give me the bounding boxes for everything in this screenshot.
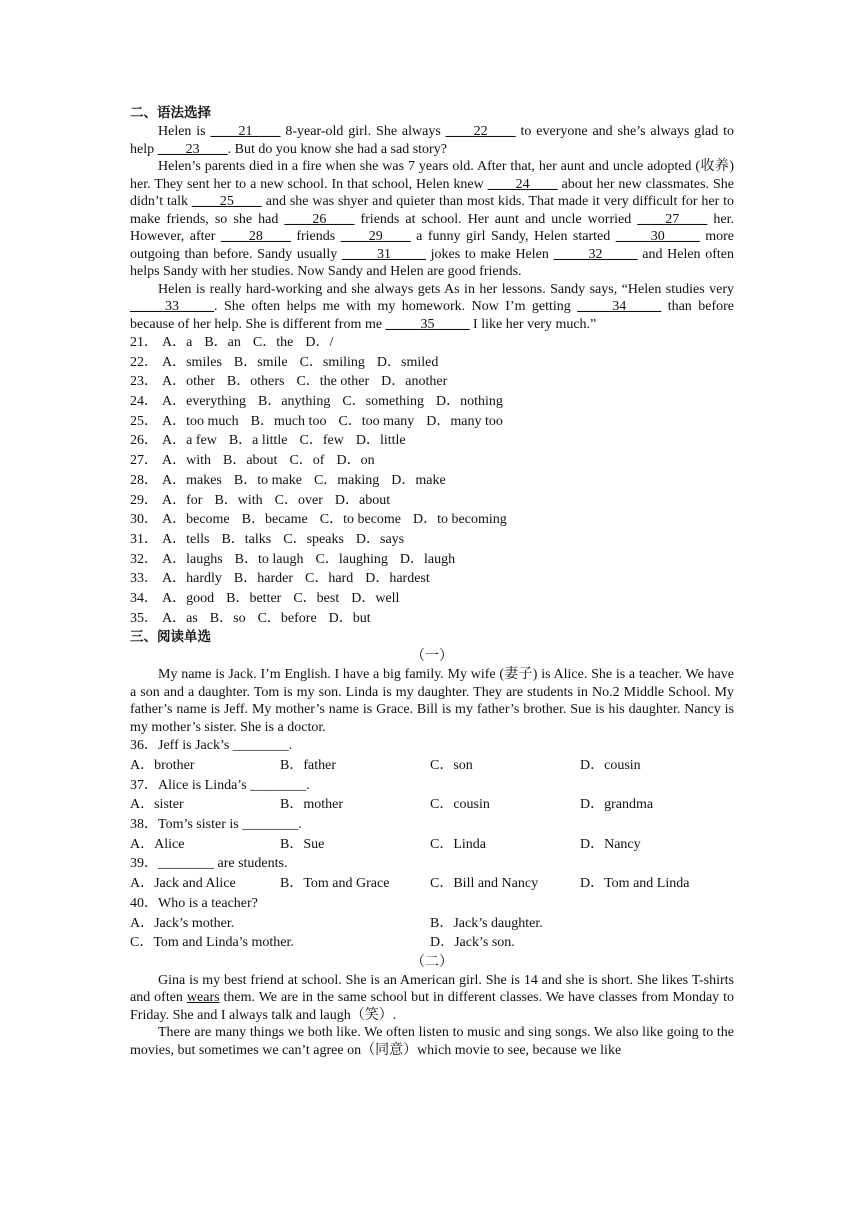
passage-text: about her new classmates. She didn’t talk: [130, 176, 734, 209]
passage-text: jokes to make Helen: [425, 246, 554, 262]
option-b[interactable]: B．harder: [233, 571, 293, 587]
option-c[interactable]: C．Tom and Linda’s mother.: [130, 935, 294, 951]
option-a[interactable]: A．Jack’s mother.: [130, 915, 235, 931]
grammar-question-row: [130, 530, 734, 550]
answer-blank[interactable]: _____35_____: [385, 316, 470, 332]
passage-text: . She often helps me with my homework. Now I’m getting: [214, 299, 578, 314]
option-d[interactable]: D．to becoming: [413, 512, 507, 528]
grammar-question-row: [130, 353, 734, 373]
option-c[interactable]: C．smiling: [299, 354, 365, 370]
option-a[interactable]: A．too much: [162, 413, 239, 429]
option-b[interactable]: B．anything: [257, 394, 331, 410]
answer-blank[interactable]: _____32_____: [553, 246, 638, 262]
answer-blank[interactable]: _____30_____: [615, 229, 700, 244]
option-a[interactable]: A．become: [162, 512, 230, 528]
option-b[interactable]: B．became: [241, 512, 308, 528]
answer-blank[interactable]: _____31_____: [341, 246, 426, 262]
answer-blank[interactable]: ____25____: [191, 194, 262, 209]
option-b[interactable]: B．Tom and Grace: [280, 876, 390, 892]
grammar-paragraph: [130, 158, 734, 281]
question-40-options-row2: [130, 933, 734, 953]
answer-blank[interactable]: _____34_____: [577, 299, 662, 314]
option-b[interactable]: B．talks: [221, 531, 272, 547]
option-b[interactable]: B．an: [204, 335, 241, 350]
question-40-stem: 40．Who is a teacher?: [130, 895, 258, 911]
answer-blank[interactable]: _____33_____: [130, 299, 214, 314]
option-c[interactable]: C．cousin: [430, 797, 490, 813]
option-d[interactable]: D．hardest: [365, 571, 430, 587]
question-number: 33．: [130, 571, 158, 587]
part2-paragraph-1: [130, 972, 734, 1025]
question-40-options-row1: [130, 914, 734, 934]
grammar-question-row: [130, 333, 734, 353]
option-d[interactable]: D．Tom and Linda: [580, 876, 690, 892]
passage-text: friends: [290, 229, 341, 244]
underlined-word: wears: [186, 990, 220, 1006]
option-d[interactable]: D．says: [355, 531, 405, 547]
option-c[interactable]: C．the other: [296, 374, 370, 390]
option-c[interactable]: C．son: [430, 758, 473, 773]
option-b[interactable]: B．with: [214, 492, 263, 508]
question-38-stem: 38．Tom’s sister is ________.: [130, 817, 302, 833]
option-a[interactable]: A．tells: [162, 531, 210, 547]
part2-text: Gina is my best friend at school. She is an American girl. She is 14 and she is short. She likes T-shirts and often: [130, 972, 734, 1006]
passage-text: Helen’s parents died in a fire when she was 7 years old. After that, her aunt and uncle adopted (收养) her. They sent her to a new school. In that school, Helen knew: [130, 159, 734, 192]
option-b[interactable]: B．much too: [250, 413, 327, 429]
option-a[interactable]: A．good: [162, 590, 215, 606]
option-d[interactable]: D．Jack’s son.: [430, 935, 515, 951]
question-37-options: [130, 795, 734, 815]
option-c[interactable]: C．something: [342, 394, 424, 410]
option-a[interactable]: A．a few: [162, 433, 217, 449]
part1-passage: My name is Jack. I’m English. I have a big family. My wife (妻子) is Alice. She is a teacher. We have a son and a daughter. Tom is my son. Linda is my daughter. They are students in No.2 Middle School. My father’s name is Jeff. My mother’s name is Grace. Bill is my father’s brother. Sue is his daughter. Nancy is my mother’s sister. She is a doctor.: [130, 667, 734, 735]
option-d[interactable]: D．many too: [426, 413, 503, 429]
question-36-stem: 36．Jeff is Jack’s ________.: [130, 738, 293, 754]
option-d[interactable]: D．another: [381, 374, 448, 390]
passage-text: her. However, after: [130, 211, 734, 244]
option-d[interactable]: D．/: [305, 335, 334, 350]
grammar-passage: [130, 123, 734, 333]
option-c[interactable]: C．of: [289, 453, 325, 469]
option-d[interactable]: D．laugh: [399, 551, 456, 567]
grammar-question-row: [130, 392, 734, 412]
option-a[interactable]: A．sister: [130, 797, 184, 813]
option-a[interactable]: A．smiles: [162, 354, 222, 370]
option-c[interactable]: C．hard: [304, 571, 354, 587]
option-a[interactable]: A．brother: [130, 758, 195, 773]
option-c[interactable]: C．to become: [319, 512, 402, 528]
option-b[interactable]: B．father: [280, 758, 336, 773]
part2-paragraph-2: There are many things we both like. We often listen to music and sing songs. We also like going to the movies, but sometimes we can’t agree on（同意）which movie to see, because we like: [130, 1025, 734, 1058]
grammar-section-title: 二、语法选择: [130, 105, 211, 121]
answer-blank[interactable]: ____29____: [340, 229, 411, 244]
grammar-question-row: [130, 491, 734, 511]
question-number: 26．: [130, 433, 158, 449]
option-c[interactable]: C．laughing: [315, 551, 388, 567]
option-c[interactable]: C．best: [293, 590, 340, 606]
reading-section-title: 三、阅读单选: [130, 629, 211, 646]
answer-blank[interactable]: ____27____: [637, 211, 708, 227]
option-c[interactable]: C．before: [257, 610, 317, 626]
question-number: 29．: [130, 492, 158, 508]
grammar-question-row: [130, 372, 734, 392]
passage-text: . But do you know she had a sad story?: [227, 141, 447, 157]
question-37-stem: 37．Alice is Linda’s ________.: [130, 777, 310, 793]
question-39-options: [130, 874, 734, 894]
option-a[interactable]: A．with: [162, 453, 211, 469]
answer-blank[interactable]: ____26____: [284, 211, 355, 227]
option-a[interactable]: A．hardly: [162, 571, 222, 587]
question-number: 25．: [130, 413, 158, 429]
question-number: 31．: [130, 531, 158, 547]
grammar-question-row: [130, 431, 734, 451]
option-a[interactable]: A．laughs: [162, 551, 223, 567]
answer-blank[interactable]: ____28____: [220, 229, 291, 244]
option-d[interactable]: D．little: [355, 433, 406, 449]
option-d[interactable]: D．but: [328, 610, 371, 626]
grammar-question-row: [130, 609, 734, 629]
passage-text: to everyone and she’s always glad to help: [130, 124, 735, 157]
question-38-options: [130, 835, 734, 855]
option-b[interactable]: B．a little: [228, 433, 288, 449]
passage-text: Helen is really hard-working and she always gets As in her lessons. Sandy says, “Helen studies very: [158, 281, 734, 297]
question-number: 22．: [130, 354, 158, 370]
option-d[interactable]: D．on: [336, 453, 375, 469]
question-number: 35．: [130, 610, 158, 626]
option-b[interactable]: B．to laugh: [234, 551, 304, 567]
option-a[interactable]: A．Jack and Alice: [130, 876, 236, 892]
grammar-question-row: [130, 550, 734, 570]
answer-blank[interactable]: ____23____: [157, 141, 228, 157]
option-c[interactable]: C．few: [299, 433, 344, 449]
option-d[interactable]: D．Nancy: [580, 836, 641, 852]
option-d[interactable]: D．grandma: [580, 797, 654, 813]
question-number: 21．: [130, 335, 158, 350]
option-a[interactable]: A．as: [162, 610, 198, 626]
passage-text: friends at school. Her aunt and uncle worried: [354, 211, 638, 227]
option-a[interactable]: A．other: [162, 374, 215, 390]
option-a[interactable]: A．makes: [162, 472, 222, 488]
question-number: 24．: [130, 394, 158, 410]
option-b[interactable]: B．Sue: [280, 836, 325, 852]
passage-text: 8-year-old girl. She always: [280, 124, 446, 139]
passage-text: a funny girl Sandy, Helen started: [410, 229, 616, 244]
passage-text: more outgoing than before. Sandy usually: [130, 229, 734, 262]
question-number: 32．: [130, 551, 158, 567]
option-c[interactable]: C．speaks: [283, 531, 344, 547]
option-a[interactable]: A．for: [162, 492, 203, 508]
option-c[interactable]: C．over: [274, 492, 323, 508]
option-d[interactable]: D．nothing: [436, 394, 503, 410]
grammar-question-row: [130, 589, 734, 609]
exam-page: [130, 104, 734, 1059]
answer-blank[interactable]: ____22____: [445, 124, 516, 139]
grammar-question-row: [130, 510, 734, 530]
part2-label: （二）: [411, 954, 453, 970]
option-b[interactable]: B．about: [223, 453, 278, 469]
answer-blank[interactable]: ____24____: [487, 176, 558, 192]
option-c[interactable]: C．Linda: [430, 836, 486, 852]
option-c[interactable]: C．too many: [338, 413, 415, 429]
passage-text: I like her very much.”: [469, 316, 597, 332]
question-number: 34．: [130, 590, 158, 606]
grammar-question-row: [130, 569, 734, 589]
option-b[interactable]: B．mother: [280, 797, 343, 813]
grammar-question-row: [130, 412, 734, 432]
option-b[interactable]: B．smile: [233, 354, 288, 370]
part2-text: them. We are in the same school but in different classes. We have classes from Monday to Friday. She and I always talk and laugh（笑）.: [130, 990, 735, 1023]
option-c[interactable]: C．the: [252, 335, 294, 350]
answer-blank[interactable]: ____21____: [210, 124, 281, 139]
option-a[interactable]: A．Alice: [130, 836, 185, 852]
part1-label: （一）: [411, 649, 453, 665]
option-d[interactable]: D．well: [351, 590, 400, 606]
question-number: 27．: [130, 453, 158, 469]
passage-text: Helen is: [158, 124, 211, 139]
option-c[interactable]: C．Bill and Nancy: [430, 876, 539, 892]
grammar-question-row: [130, 471, 734, 491]
option-c[interactable]: C．making: [313, 472, 380, 488]
question-number: 28．: [130, 472, 158, 488]
passage-text: than before because of her help. She is different from me: [130, 299, 734, 332]
option-d[interactable]: D．about: [334, 492, 391, 508]
option-a[interactable]: A．a: [162, 335, 193, 350]
question-number: 30．: [130, 512, 158, 528]
option-b[interactable]: B．Jack’s daughter.: [430, 915, 543, 931]
option-d[interactable]: D．smiled: [376, 354, 439, 370]
option-b[interactable]: B．better: [226, 590, 282, 606]
grammar-paragraph: [130, 281, 734, 334]
passage-text: and she was shyer and quieter than most kids. That made it very difficult for her to make friends, so she had: [130, 194, 734, 227]
option-b[interactable]: B．others: [226, 374, 285, 390]
question-39-stem: 39．________ are students.: [130, 856, 288, 872]
grammar-questions: [130, 333, 734, 628]
option-d[interactable]: D．make: [391, 472, 446, 488]
passage-text: and Helen often helps Sandy with her studies. Now Sandy and Helen are good friends.: [130, 246, 734, 279]
question-36-options: [130, 756, 734, 776]
grammar-question-row: [130, 451, 734, 471]
option-b[interactable]: B．so: [209, 610, 246, 626]
option-d[interactable]: D．cousin: [580, 758, 641, 773]
grammar-paragraph: [130, 123, 734, 158]
option-a[interactable]: A．everything: [162, 394, 246, 410]
option-b[interactable]: B．to make: [233, 472, 302, 488]
question-number: 23．: [130, 374, 158, 390]
